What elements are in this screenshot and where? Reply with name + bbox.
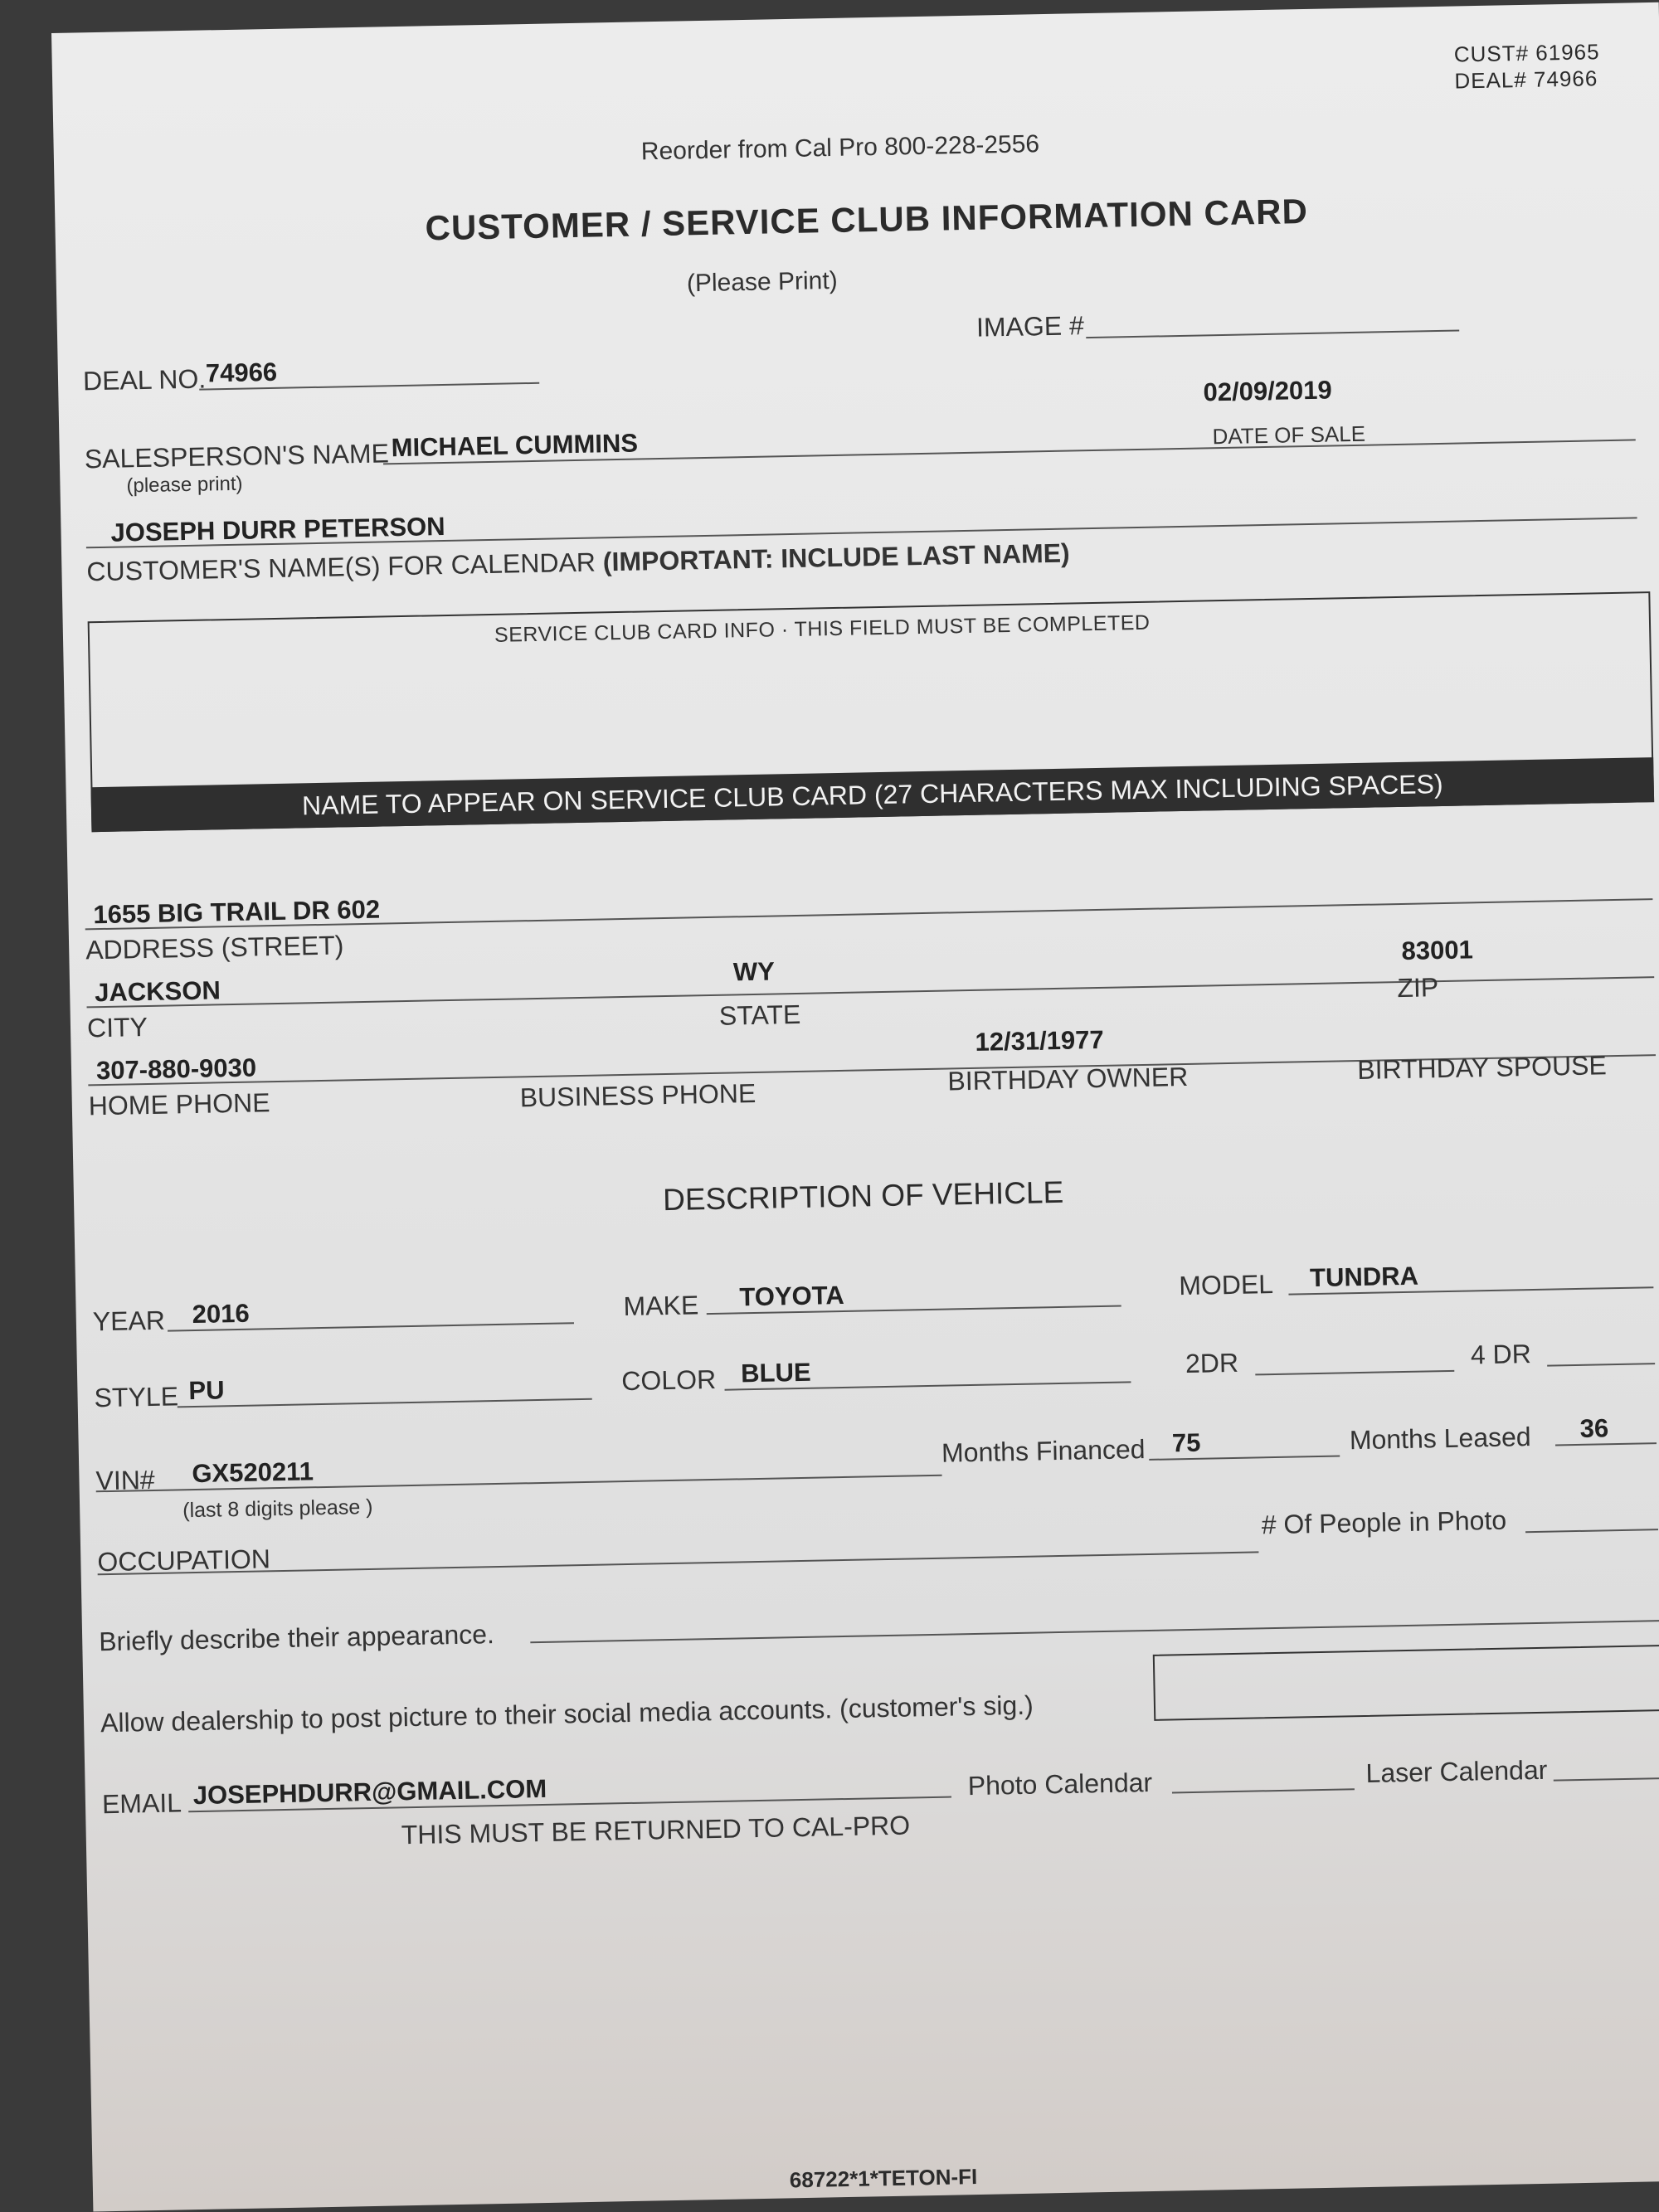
year-value[interactable]: 2016	[192, 1298, 250, 1330]
style-value[interactable]: PU	[188, 1375, 225, 1406]
email-value[interactable]: JOSEPHDURR@GMAIL.COM	[192, 1773, 547, 1811]
customer-name-value[interactable]: JOSEPH DURR PETERSON	[110, 512, 445, 547]
form-title: CUSTOMER / SERVICE CLUB INFORMATION CARD	[425, 191, 1309, 248]
information-card-paper	[51, 2, 1659, 2212]
home-phone-label: HOME PHONE	[88, 1087, 270, 1121]
two-door-label: 2DR	[1185, 1347, 1239, 1379]
model-value[interactable]: TUNDRA	[1309, 1261, 1419, 1293]
four-door-label: 4 DR	[1470, 1339, 1532, 1370]
photo-calendar-label: Photo Calendar	[967, 1767, 1153, 1801]
vehicle-heading: DESCRIPTION OF VEHICLE	[662, 1174, 1064, 1218]
street-value[interactable]: 1655 BIG TRAIL DR 602	[93, 894, 381, 930]
zip-value[interactable]: 83001	[1401, 935, 1474, 965]
vin-hint: (last 8 digits please )	[182, 1495, 373, 1523]
service-club-name-bar: NAME TO APPEAR ON SERVICE CLUB CARD (27 CHARACTERS MAX INCLUDING SPACES)	[90, 757, 1654, 832]
city-label: CITY	[86, 1011, 148, 1043]
two-door-line[interactable]	[1255, 1370, 1454, 1376]
reorder-note: Reorder from Cal Pro 800-228-2556	[640, 130, 1040, 166]
laser-calendar-label: Laser Calendar	[1365, 1754, 1548, 1788]
appearance-label: Briefly describe their appearance.	[98, 1619, 495, 1657]
vin-value[interactable]: GX520211	[192, 1456, 314, 1489]
style-label: STYLE	[94, 1381, 179, 1413]
four-door-line[interactable]	[1547, 1363, 1655, 1366]
please-print-note: (Please Print)	[686, 266, 838, 298]
social-media-consent-label: Allow dealership to post picture to their social media accounts. (customer's sig.)	[100, 1689, 1034, 1738]
email-label: EMAIL	[101, 1787, 182, 1820]
year-label: YEAR	[92, 1305, 166, 1337]
customer-name-label-text: CUSTOMER'S NAME(S) FOR CALENDAR	[86, 547, 596, 587]
date-of-sale-value[interactable]: 02/09/2019	[1203, 375, 1333, 407]
appearance-line[interactable]	[530, 1620, 1659, 1643]
form-code: 68722*1*TETON-FI	[789, 2164, 978, 2193]
customer-deal-ids	[1453, 38, 1600, 94]
image-number-label: IMAGE #	[975, 310, 1085, 343]
state-label: STATE	[718, 999, 801, 1031]
zip-label: ZIP	[1397, 972, 1439, 1004]
date-of-sale-label: DATE OF SALE	[1212, 421, 1366, 450]
photo-calendar-line[interactable]	[1172, 1788, 1355, 1793]
salesperson-value[interactable]: MICHAEL CUMMINS	[391, 428, 639, 463]
people-in-photo-label: # Of People in Photo	[1261, 1505, 1507, 1540]
birthday-owner-value[interactable]: 12/31/1977	[975, 1024, 1105, 1057]
home-phone-value[interactable]: 307-880-9030	[95, 1053, 257, 1086]
months-leased-value[interactable]: 36	[1579, 1413, 1609, 1443]
model-label: MODEL	[1178, 1269, 1274, 1301]
months-leased-line	[1555, 1442, 1657, 1446]
color-label: COLOR	[620, 1364, 717, 1397]
months-financed-value[interactable]: 75	[1171, 1427, 1201, 1458]
salesperson-hint: (please print)	[126, 472, 243, 498]
occupation-label: OCCUPATION	[97, 1544, 271, 1578]
months-financed-label: Months Financed	[941, 1434, 1146, 1468]
return-note: THIS MUST BE RETURNED TO CAL-PRO	[401, 1810, 911, 1850]
vin-label: VIN#	[95, 1464, 155, 1496]
occupation-line[interactable]	[98, 1551, 1259, 1575]
birthday-spouse-label: BIRTHDAY SPOUSE	[1356, 1050, 1608, 1086]
make-value[interactable]: TOYOTA	[739, 1280, 845, 1312]
laser-calendar-line[interactable]	[1554, 1777, 1659, 1782]
deal-number: DEAL# 74966	[1454, 66, 1598, 94]
deal-no-label: DEAL NO.	[82, 363, 207, 396]
street-label: ADDRESS (STREET)	[85, 930, 344, 965]
state-value[interactable]: WY	[732, 956, 776, 987]
city-value[interactable]: JACKSON	[94, 975, 221, 1008]
customer-name-important: (IMPORTANT: INCLUDE LAST NAME)	[602, 537, 1070, 577]
deal-no-value[interactable]: 74966	[205, 357, 278, 388]
months-leased-label: Months Leased	[1349, 1422, 1531, 1456]
style-line	[178, 1398, 592, 1408]
cust-number: CUST# 61965	[1453, 39, 1600, 67]
make-label: MAKE	[623, 1290, 699, 1322]
people-in-photo-line[interactable]	[1525, 1529, 1658, 1533]
color-value[interactable]: BLUE	[740, 1357, 811, 1388]
salesperson-label: SALESPERSON'S NAME	[84, 438, 390, 474]
customer-signature-box[interactable]	[1153, 1645, 1659, 1721]
service-club-card-header: SERVICE CLUB CARD INFO · THIS FIELD MUST BE COMPLETED	[494, 610, 1151, 647]
image-number-line[interactable]	[1086, 329, 1459, 338]
business-phone-label: BUSINESS PHONE	[519, 1077, 757, 1113]
birthday-owner-label: BIRTHDAY OWNER	[947, 1061, 1189, 1096]
